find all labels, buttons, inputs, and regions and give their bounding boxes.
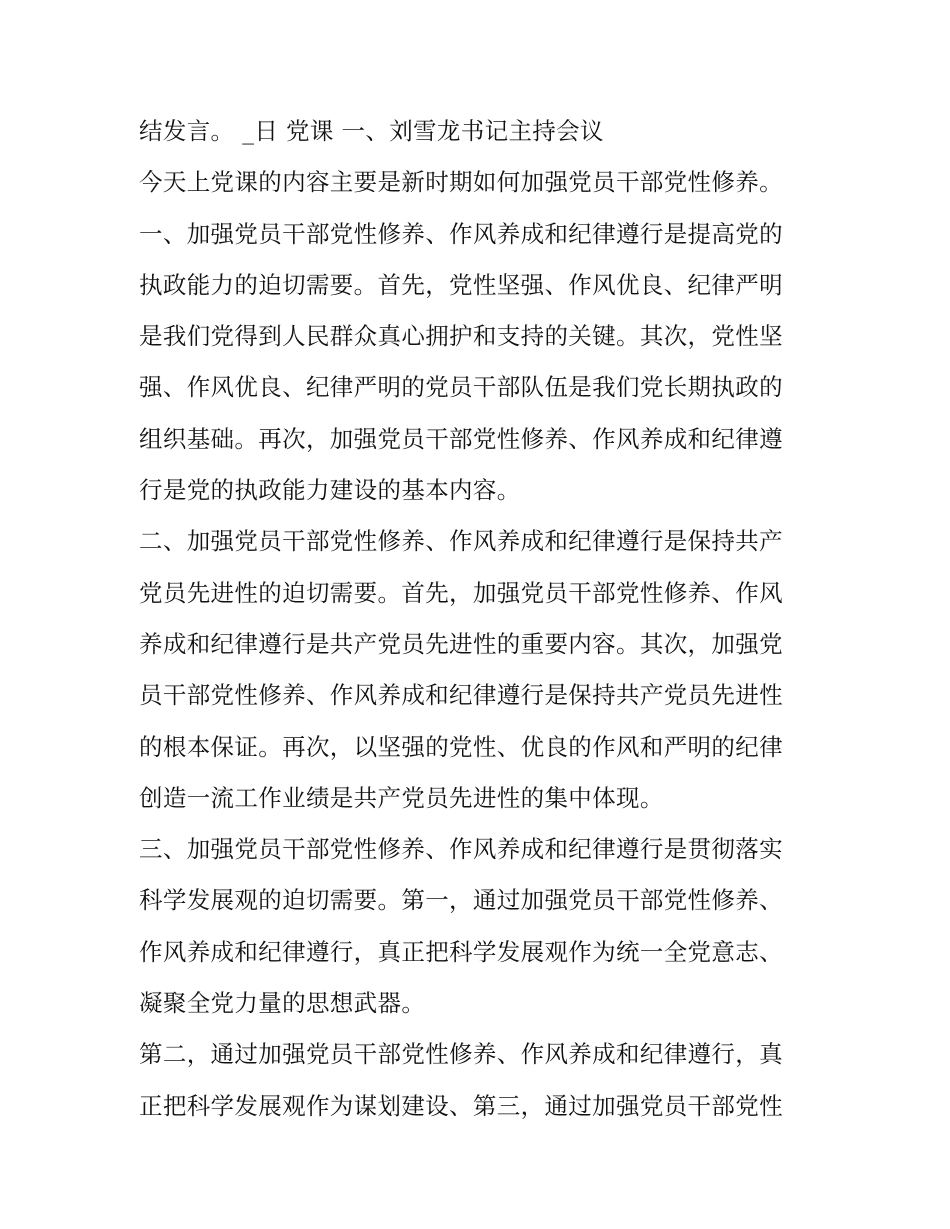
text-line: 二、加强党员干部党性修养、作风养成和纪律遵行是保持共产 <box>139 527 783 556</box>
text-line: 凝聚全党力量的思想武器。 <box>139 989 426 1018</box>
text-line: 行是党的执政能力建设的基本内容。 <box>139 476 521 505</box>
text-line: 组织基础。再次，加强党员干部党性修养、作风养成和纪律遵 <box>139 424 783 453</box>
text-line: 科学发展观的迫切需要。第一，通过加强党员干部党性修养、 <box>139 886 783 915</box>
text-line: 是我们党得到人民群众真心拥护和支持的关键。其次，党性坚 <box>139 322 783 351</box>
text-line: 执政能力的迫切需要。首先，党性坚强、作风优良、纪律严明 <box>139 270 783 299</box>
text-line: 正把科学发展观作为谋划建设、第三，通过加强党员干部党性 <box>139 1091 783 1120</box>
text-line: 养成和纪律遵行是共产党员先进性的重要内容。其次，加强党 <box>139 629 783 658</box>
text-line: 结发言。 _日 党课 一、刘雪龙书记主持会议 <box>139 117 604 145</box>
text-line: 作风养成和纪律遵行，真正把科学发展观作为统一全党意志、 <box>139 937 783 966</box>
text-line: 一、加强党员干部党性修养、作风养成和纪律遵行是提高党的 <box>139 219 783 248</box>
text-line: 今天上党课的内容主要是新时期如何加强党员干部党性修养。 <box>139 168 783 197</box>
text-line: 三、加强党员干部党性修养、作风养成和纪律遵行是贯彻落实 <box>139 835 783 864</box>
text-line: 创造一流工作业绩是共产党员先进性的集中体现。 <box>139 783 664 812</box>
text-line: 第二，通过加强党员干部党性修养、作风养成和纪律遵行，真 <box>139 1040 783 1069</box>
text-line: 的根本保证。再次，以坚强的党性、优良的作风和严明的纪律 <box>139 732 783 761</box>
text-line: 党员先进性的迫切需要。首先，加强党员干部党性修养、作风 <box>139 578 783 607</box>
text-line: 强、作风优良、纪律严明的党员干部队伍是我们党长期执政的 <box>139 373 783 402</box>
text-line: 员干部党性修养、作风养成和纪律遵行是保持共产党员先进性 <box>139 681 783 710</box>
document-body <box>139 106 819 1132</box>
